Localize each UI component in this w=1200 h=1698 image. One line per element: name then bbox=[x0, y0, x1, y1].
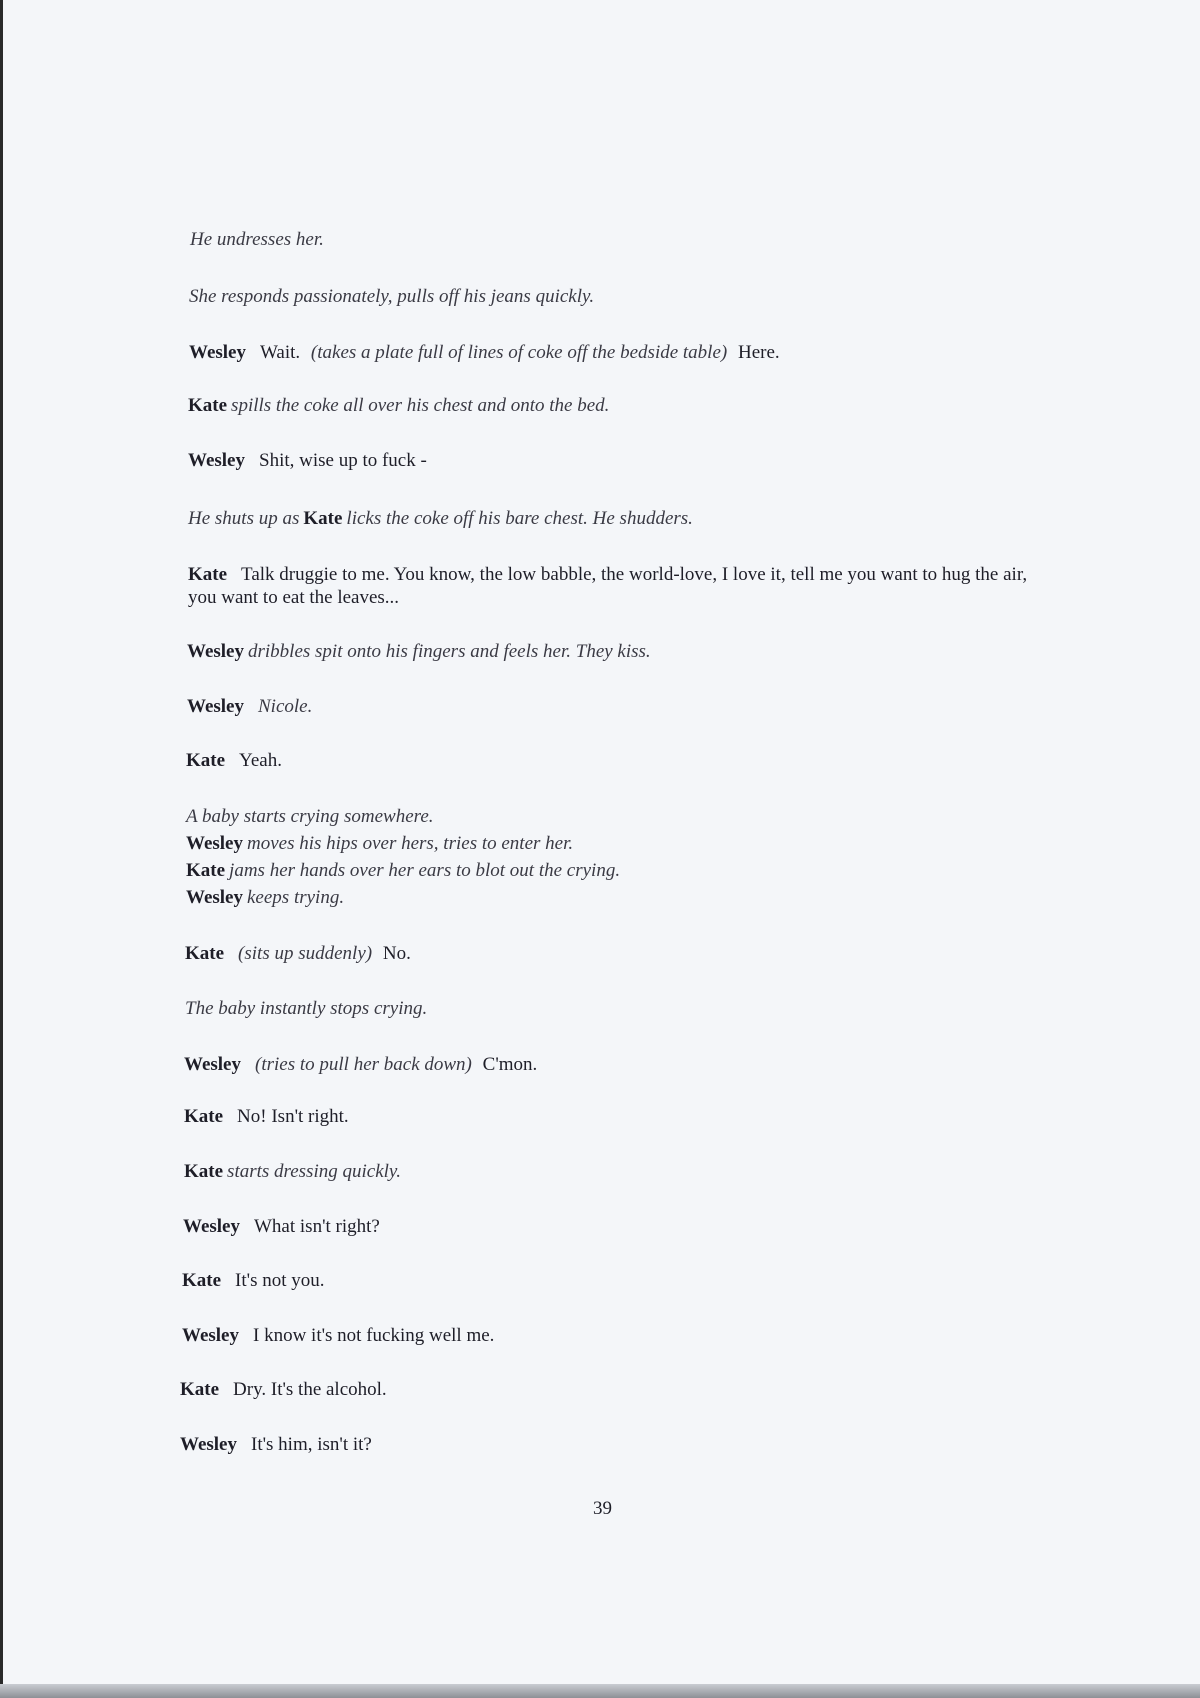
speaker-name: Wesley bbox=[182, 1325, 239, 1346]
speaker-name: Wesley bbox=[187, 641, 244, 662]
page-edge-bottom bbox=[0, 1684, 1200, 1698]
speaker-name: Kate bbox=[184, 1106, 224, 1127]
stage-direction: The baby instantly stops crying. bbox=[185, 998, 428, 1019]
stage-direction: dribbles spit onto his fingers and feels her. They kiss. bbox=[248, 641, 651, 662]
action-line bbox=[184, 1160, 401, 1183]
spoken-text: Yeah. bbox=[239, 750, 282, 771]
dialogue-line bbox=[184, 1105, 349, 1128]
speaker-name: Kate bbox=[188, 395, 228, 416]
stage-direction: licks the coke off his bare chest. He shudders. bbox=[346, 508, 693, 529]
dialogue-line bbox=[188, 449, 427, 472]
stage-direction-line bbox=[188, 507, 693, 530]
stage-direction: (tries to pull her back down) bbox=[255, 1054, 472, 1075]
action-line bbox=[188, 394, 609, 417]
speaker-name: Wesley bbox=[183, 1216, 240, 1237]
speaker-name: Kate bbox=[186, 750, 226, 771]
dialogue-line bbox=[187, 695, 312, 718]
stage-direction: A baby starts crying somewhere. bbox=[186, 806, 434, 827]
dialogue-line bbox=[184, 1053, 537, 1076]
spoken-text: It's not you. bbox=[235, 1270, 325, 1291]
speaker-name: Kate bbox=[303, 508, 343, 529]
stage-direction: (takes a plate full of lines of coke off the bedside table) bbox=[310, 342, 728, 363]
stage-direction: jams her hands over her ears to blot out the crying. bbox=[229, 860, 621, 881]
stage-direction-line bbox=[189, 285, 594, 308]
stage-direction: moves his hips over hers, tries to enter her. bbox=[247, 833, 574, 854]
speaker-name: Wesley bbox=[186, 887, 243, 908]
dialogue-line bbox=[186, 749, 282, 772]
stage-direction: Nicole. bbox=[258, 696, 313, 717]
stage-direction-line bbox=[186, 805, 434, 828]
speaker-name: Kate bbox=[188, 564, 228, 585]
dialogue-line bbox=[180, 1433, 372, 1456]
action-line bbox=[187, 640, 651, 663]
speaker-name: Wesley bbox=[188, 450, 245, 471]
speaker-name: Wesley bbox=[187, 696, 244, 717]
speaker-name: Kate bbox=[182, 1270, 222, 1291]
stage-direction: spills the coke all over his chest and onto the bed. bbox=[231, 395, 610, 416]
dialogue-line bbox=[188, 563, 1028, 609]
spoken-text: It's him, isn't it? bbox=[251, 1434, 372, 1455]
stage-direction: keeps trying. bbox=[247, 887, 345, 908]
speaker-name: Kate bbox=[184, 1161, 224, 1182]
spoken-text: Wait. bbox=[260, 342, 301, 363]
stage-direction: She responds passionately, pulls off his jeans quickly. bbox=[189, 286, 595, 307]
dialogue-line bbox=[189, 341, 780, 364]
action-line bbox=[186, 886, 344, 909]
spoken-text: C'mon. bbox=[482, 1054, 538, 1075]
speaker-name: Wesley bbox=[180, 1434, 237, 1455]
speaker-name: Kate bbox=[186, 860, 226, 881]
spoken-text: Shit, wise up to fuck - bbox=[259, 450, 427, 471]
spoken-text: Dry. It's the alcohol. bbox=[233, 1379, 387, 1400]
speaker-name: Wesley bbox=[189, 342, 246, 363]
dialogue-line bbox=[185, 942, 411, 965]
page-edge-left bbox=[0, 0, 3, 1698]
speaker-name: Wesley bbox=[186, 833, 243, 854]
stage-direction: starts dressing quickly. bbox=[227, 1161, 402, 1182]
spoken-text: What isn't right? bbox=[254, 1216, 380, 1237]
speaker-name: Kate bbox=[185, 943, 225, 964]
stage-direction-line bbox=[190, 228, 324, 251]
dialogue-line bbox=[183, 1215, 380, 1238]
dialogue-line bbox=[182, 1324, 494, 1347]
speaker-name: Kate bbox=[180, 1379, 220, 1400]
dialogue-line bbox=[180, 1378, 387, 1401]
spoken-text: No. bbox=[382, 943, 411, 964]
action-line bbox=[186, 859, 620, 882]
stage-direction: He shuts up as bbox=[188, 508, 300, 529]
speaker-name: Wesley bbox=[184, 1054, 241, 1075]
spoken-text: Here. bbox=[737, 342, 780, 363]
action-line bbox=[186, 832, 573, 855]
stage-direction-line bbox=[185, 997, 427, 1020]
dialogue-line bbox=[182, 1269, 325, 1292]
spoken-text: I know it's not fucking well me. bbox=[253, 1325, 495, 1346]
spoken-text: No! Isn't right. bbox=[237, 1106, 349, 1127]
page-number: 39 bbox=[593, 1498, 612, 1519]
stage-direction: He undresses her. bbox=[190, 229, 324, 250]
stage-direction: (sits up suddenly) bbox=[238, 943, 373, 964]
spoken-text: Talk druggie to me. You know, the low babble, the world-love, I love it, tell me you want to hug the air, you want to eat the leaves... bbox=[188, 564, 1028, 608]
